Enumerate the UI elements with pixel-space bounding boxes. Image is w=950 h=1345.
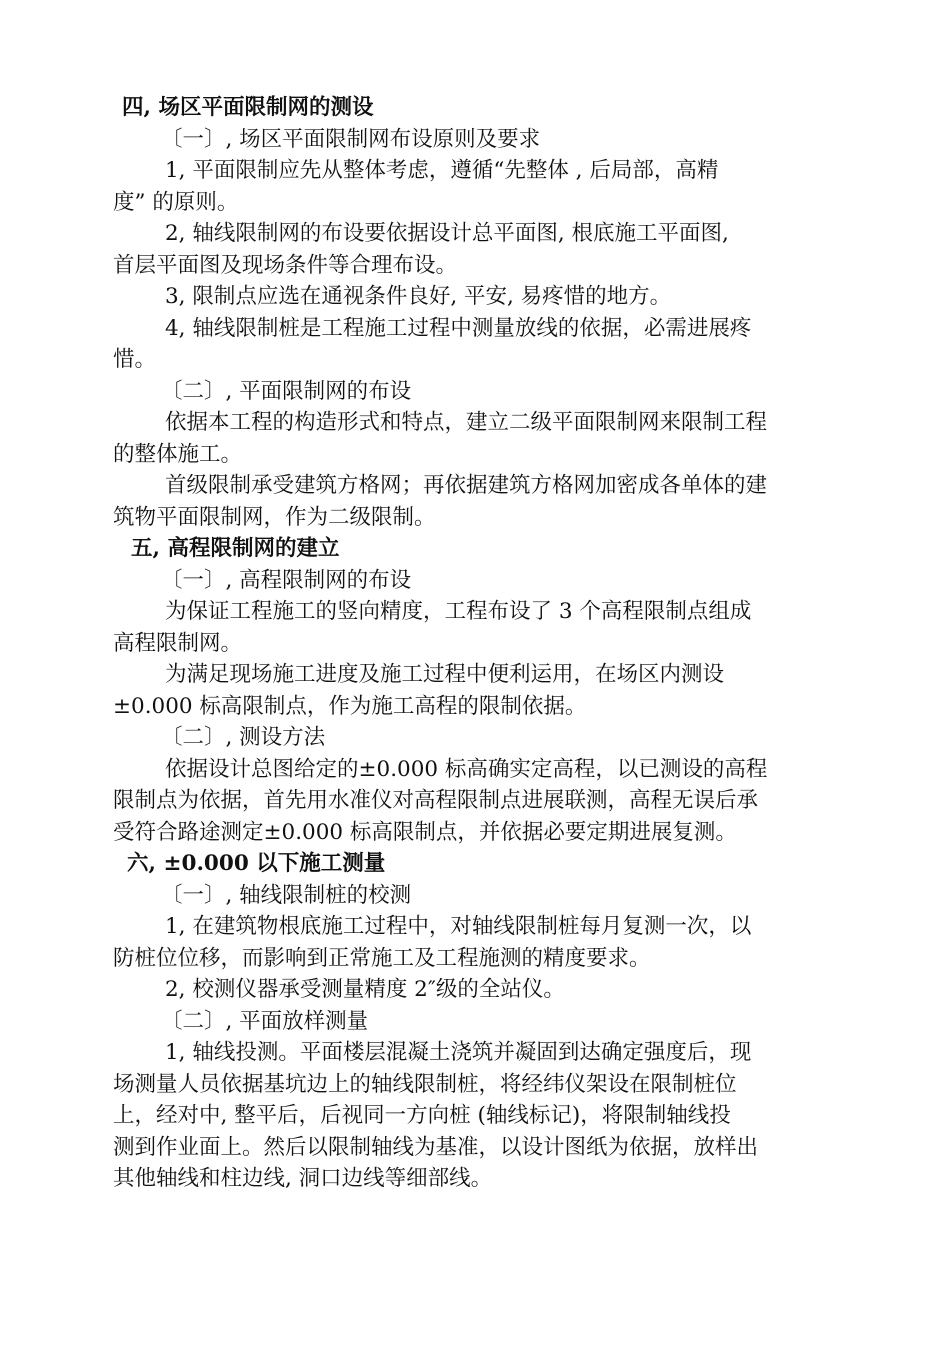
paragraph-line: 为满足现场施工进度及施工过程中便利运用，在场区内测设 [165, 662, 725, 687]
subsection-title: 〔二〕, 平面放样测量 [161, 1008, 369, 1034]
paragraph-line: 1, 在建筑物根底施工过程中，对轴线限制桩每月复测一次，以 [165, 914, 752, 939]
paragraph-line: 上，经对中, 整平后，后视同一方向桩 (轴线标记)，将限制轴线投 [113, 1103, 731, 1128]
paragraph-line: 依据本工程的构造形式和特点，建立二级平面限制网来限制工程 [165, 410, 768, 435]
paragraph-line: 1, 平面限制应先从整体考虑，遵循“先整体 , 后局部，高精 [165, 158, 719, 183]
paragraph-line: 其他轴线和柱边线, 洞口边线等细部线。 [113, 1166, 493, 1191]
paragraph-line: 4, 轴线限制桩是工程施工过程中测量放线的依据，必需进展疼 [165, 315, 752, 341]
paragraph-line: 首层平面图及现场条件等合理布设。 [113, 252, 458, 278]
subsection-title: 〔一〕, 轴线限制桩的校测 [161, 882, 412, 908]
paragraph-line: 依据设计总图给定的±0.000 标高确实定高程，以已测设的高程 [165, 756, 768, 782]
paragraph-line: 高程限制网。 [113, 630, 243, 656]
paragraph-line: 筑物平面限制网，作为二级限制。 [113, 504, 436, 530]
subsection-title: 〔二〕, 平面限制网的布设 [161, 378, 412, 404]
paragraph-line: 2, 轴线限制网的布设要依据设计总平面图, 根底施工平面图, [165, 221, 729, 246]
paragraph-line: 的整体施工。 [113, 441, 243, 467]
paragraph-line: 首级限制承受建筑方格网；再依据建筑方格网加密成各单体的建 [165, 473, 768, 498]
subsection-title: 〔二〕, 测设方法 [161, 725, 326, 750]
paragraph-line: 惜。 [113, 347, 157, 372]
paragraph-line: 限制点为依据，首先用水准仪对高程限制点进展联测，高程无误后承 [113, 788, 759, 813]
paragraph-line: 2, 校测仪器承受测量精度 2″级的全站仪。 [165, 977, 565, 1002]
paragraph-line: 为保证工程施工的竖向精度，工程布设了 3 个高程限制点组成 [165, 599, 752, 624]
section-heading: 六, ±0.000 以下施工测量 [127, 851, 386, 876]
section-heading: 四, 场区平面限制网的测设 [122, 95, 374, 120]
subsection-title: 〔一〕, 高程限制网的布设 [161, 567, 412, 593]
paragraph-line: 度” 的原则。 [113, 189, 239, 215]
paragraph-line: 3, 限制点应选在通视条件良好, 平安, 易疼惜的地方。 [165, 284, 672, 309]
document-body [113, 92, 833, 1195]
subsection-title: 〔一〕, 场区平面限制网布设原则及要求 [161, 126, 541, 152]
paragraph-line: 1, 轴线投测。平面楼层混凝土浇筑并凝固到达确定强度后，现 [165, 1040, 752, 1065]
paragraph-line: 受符合路途测定±0.000 标高限制点，并依据必要定期进展复测。 [113, 819, 737, 845]
paragraph-line: 场测量人员依据基坑边上的轴线限制桩，将经纬仪架设在限制桩位 [113, 1071, 737, 1097]
section-heading: 五, 高程限制网的建立 [131, 536, 340, 561]
paragraph-line: ±0.000 标高限制点，作为施工高程的限制依据。 [113, 693, 587, 719]
paragraph-line: 测到作业面上。然后以限制轴线为基准，以设计图纸为依据，放样出 [113, 1134, 759, 1160]
paragraph-line: 防桩位位移，而影响到正常施工及工程施测的精度要求。 [113, 945, 651, 971]
